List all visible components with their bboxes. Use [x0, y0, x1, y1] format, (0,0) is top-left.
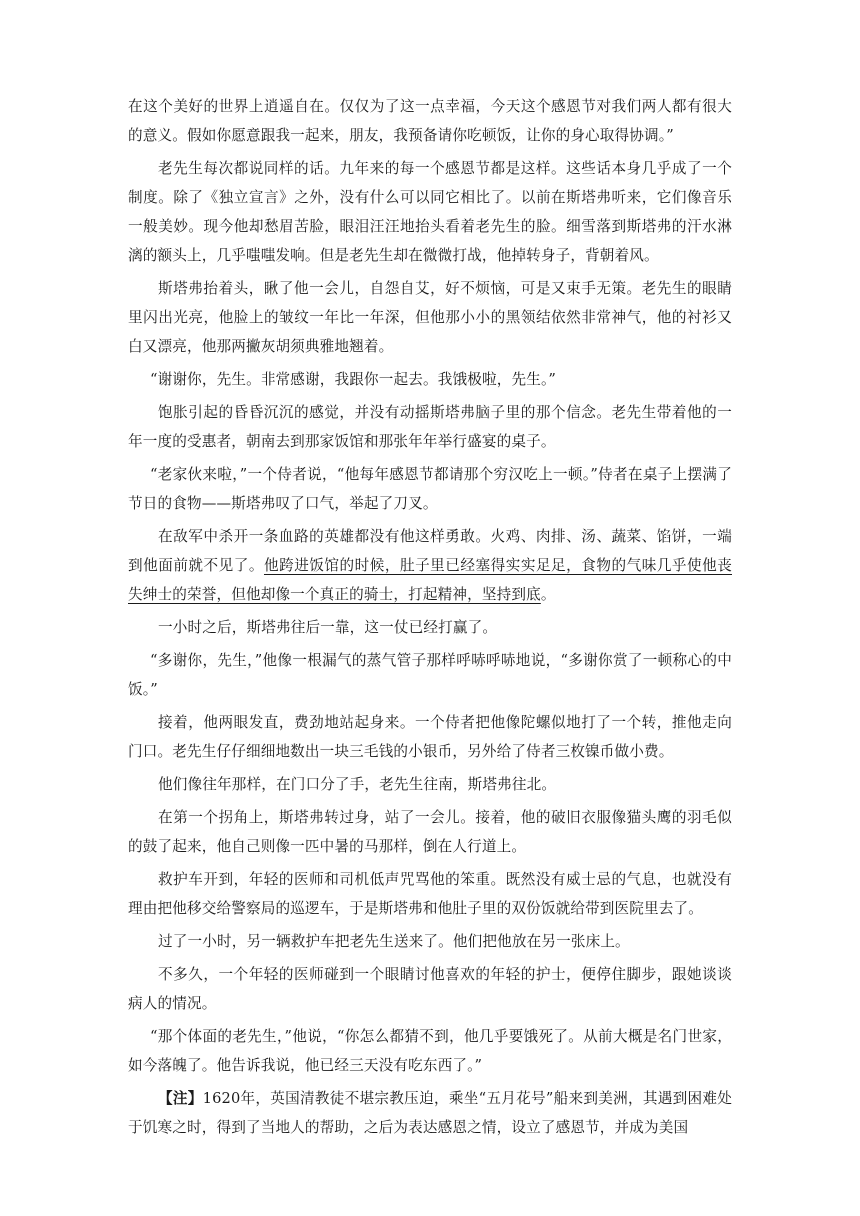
paragraph-7-plain: 在敌军中杀开一条血路的英雄都没有他这样勇敢。火鸡、肉排、汤、蔬菜、馅饼，一端到他面前就不见了。 — [128, 528, 732, 574]
paragraph-12: 在第一个拐角上，斯塔弗转过身，站了一会儿。接着，他的破旧衣服像猫头鹰的羽毛似的鼓了起来，他自己则像一匹中暑的马那样，倒在人行道上。 — [128, 809, 732, 855]
paragraph-10: 接着，他两眼发直，费劲地站起身来。一个侍者把他像陀螺似地打了一个转，推他走向门口。老先生仔仔细细地数出一块三毛钱的小银币，另外给了侍者三枚镍币做小费。 — [128, 714, 732, 760]
paragraph-7 — [128, 522, 732, 609]
paragraph-7-end: 。 — [540, 586, 556, 603]
paragraph-13: 救护车开到，年轻的医师和司机低声咒骂他的笨重。既然没有威士忌的气息，也就没有理由把他移交给警察局的巡逻车，于是斯塔弗和他肚子里的双份饭就给带到医院里去了。 — [128, 871, 732, 917]
paragraph-11: 他们像往年那样，在门口分了手，老先生往南，斯塔弗往北。 — [158, 776, 557, 793]
paragraph-16: “那个体面的老先生，”他说，“你怎么都猜不到，他几乎要饿死了。从前大概是名门世家，如今落魄了。他告诉我说，他已经三天没有吃东西了。” — [128, 1028, 732, 1074]
document-page — [128, 92, 732, 1146]
note-paragraph — [128, 1084, 732, 1142]
paragraph-15: 不多久，一个年轻的医师碰到一个眼睛讨他喜欢的年轻的护士，便停住脚步，跟她谈谈病人的情况。 — [128, 966, 732, 1012]
paragraph-3: 斯塔弗抬着头，瞅了他一会儿，自怨自艾，好不烦恼，可是又束手无策。老先生的眼睛里闪出光亮，他脸上的皱纹一年比一年深，但他那小小的黑领结依然非常神气，他的衬衫又白又漂亮，他那两撇灰胡须典雅地翘着。 — [128, 280, 732, 355]
note-tag: 【注】 — [158, 1090, 203, 1107]
paragraph-8: 一小时之后，斯塔弗往后一靠，这一仗已经打赢了。 — [158, 619, 498, 636]
paragraph-6: “老家伙来啦，”一个侍者说，“他每年感恩节都请那个穷汉吃上一顿。”侍者在桌子上摆满了节日的食物——斯塔弗叹了口气，举起了刀叉。 — [128, 466, 732, 512]
paragraph-1: 在这个美好的世界上逍遥自在。仅仅为了这一点幸福，今天这个感恩节对我们两人都有很大的意义。假如你愿意跟我一起来，朋友，我预备请你吃顿饭，让你的身心取得协调。” — [128, 98, 732, 144]
paragraph-5: 饱胀引起的昏昏沉沉的感觉，并没有动摇斯塔弗脑子里的那个信念。老先生带着他的一年一度的受惠者，朝南去到那家饭馆和那张年年举行盛宴的桌子。 — [128, 404, 732, 450]
paragraph-14: 过了一小时，另一辆救护车把老先生送来了。他们把他放在另一张床上。 — [158, 933, 630, 950]
paragraph-4: “谢谢你，先生。非常感谢，我跟你一起去。我饿极啦，先生。” — [150, 371, 557, 388]
paragraph-9: “多谢你，先生，”他像一根漏气的蒸气管子那样呼哧呼哧地说，“多谢你赏了一顿称心的中饭。” — [128, 652, 732, 698]
paragraph-2: 老先生每次都说同样的话。九年来的每一个感恩节都是这样。这些话本身几乎成了一个制度。除了《独立宣言》之外，没有什么可以同它相比了。以前在斯塔弗听来，它们像音乐一般美妙。现今他却愁眉苦脸，眼泪汪汪地抬头看着老先生的脸。细雪落到斯塔弗的汗水淋漓的额头上，几乎嗤嗤发响。但是老先生却在微微打战，他掉转身子，背朝着风。 — [128, 160, 732, 264]
note-text: 1620年，英国清教徒不堪宗教压迫，乘坐“五月花号”船来到美洲，其遇到困难处于饥寒之时，得到了当地人的帮助，之后为表达感恩之情，设立了感恩节，并成为美国 — [128, 1090, 732, 1136]
underlined-passage: 他跨进饭馆的时候，肚子里已经塞得实实足足，食物的气味几乎使他丧失绅士的荣誉，但他却像一个真正的骑士，打起精神，坚持到底 — [128, 557, 732, 603]
